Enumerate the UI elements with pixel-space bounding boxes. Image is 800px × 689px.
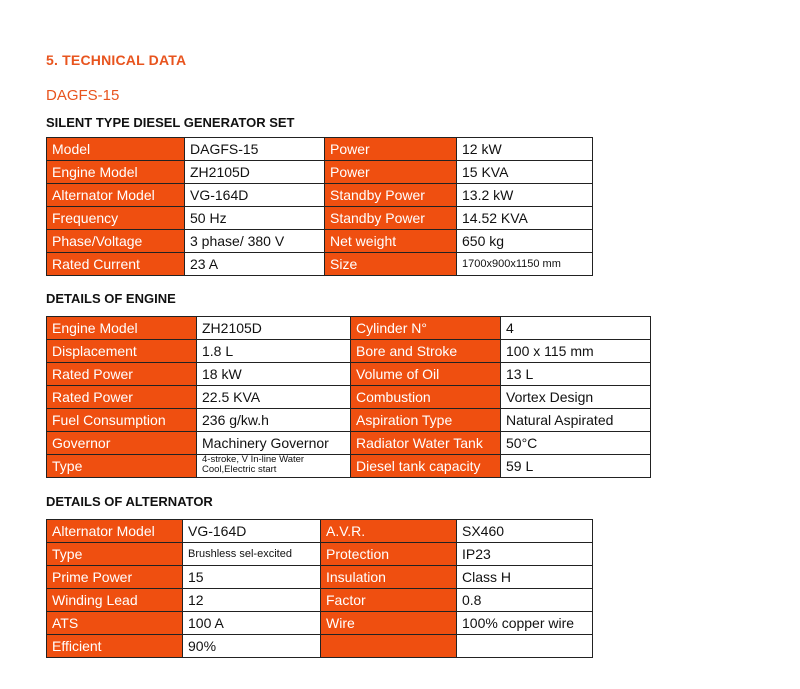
spec-value: 100 A [183,612,321,635]
spec-label: Efficient [47,635,183,658]
table-row [47,138,593,161]
spec-label: Radiator Water Tank [351,432,501,455]
spec-label: Model [47,138,185,161]
generator-heading: SILENT TYPE DIESEL GENERATOR SET [46,115,295,130]
table-row [47,455,651,478]
spec-value: DAGFS-15 [185,138,325,161]
spec-value: ZH2105D [185,161,325,184]
table-row [47,612,593,635]
spec-value: 100 x 115 mm [501,340,651,363]
spec-value: 12 kW [457,138,593,161]
spec-value: Natural Aspirated [501,409,651,432]
spec-label: Prime Power [47,566,183,589]
spec-value: 23 A [185,253,325,276]
spec-label: Type [47,455,197,478]
alternator-table [46,519,593,658]
spec-label: Standby Power [325,207,457,230]
engine-heading: DETAILS OF ENGINE [46,291,176,306]
spec-value: 236 g/kw.h [197,409,351,432]
table-row [47,184,593,207]
spec-value: 4-stroke, V In-line Water Cool,Electric start [197,455,351,478]
spec-value: 100% copper wire [457,612,593,635]
spec-value: 3 phase/ 380 V [185,230,325,253]
table-row [47,386,651,409]
spec-value: 13 L [501,363,651,386]
spec-label: Standby Power [325,184,457,207]
spec-label: Net weight [325,230,457,253]
spec-value: 22.5 KVA [197,386,351,409]
alternator-heading: DETAILS OF ALTERNATOR [46,494,213,509]
spec-label: Engine Model [47,317,197,340]
engine-table [46,316,651,478]
spec-label: Protection [321,543,457,566]
table-row [47,589,593,612]
spec-label: Winding Lead [47,589,183,612]
spec-value: Machinery Governor [197,432,351,455]
table-row [47,363,651,386]
spec-label: Cylinder N° [351,317,501,340]
table-row [47,317,651,340]
spec-label: Size [325,253,457,276]
spec-label: Bore and Stroke [351,340,501,363]
spec-label: Wire [321,612,457,635]
spec-label: Engine Model [47,161,185,184]
spec-value: 14.52 KVA [457,207,593,230]
spec-value: Vortex Design [501,386,651,409]
spec-label: Rated Power [47,386,197,409]
spec-label: Factor [321,589,457,612]
spec-value: 0.8 [457,589,593,612]
spec-value: IP23 [457,543,593,566]
spec-value: ZH2105D [197,317,351,340]
spec-value: 15 [183,566,321,589]
spec-label: Frequency [47,207,185,230]
spec-label: Rated Power [47,363,197,386]
spec-value: 18 kW [197,363,351,386]
spec-label: Volume of Oil [351,363,501,386]
table-row [47,161,593,184]
spec-label: A.V.R. [321,520,457,543]
spec-label: Combustion [351,386,501,409]
spec-value: 90% [183,635,321,658]
table-row [47,543,593,566]
table-row [47,340,651,363]
spec-label: Diesel tank capacity [351,455,501,478]
spec-label: Alternator Model [47,184,185,207]
spec-label: Rated Current [47,253,185,276]
spec-value-empty [457,635,593,658]
spec-label: Fuel Consumption [47,409,197,432]
spec-value: VG-164D [183,520,321,543]
spec-value: 1.8 L [197,340,351,363]
spec-value: 50°C [501,432,651,455]
spec-label: Insulation [321,566,457,589]
spec-value: 1700x900x1150 mm [457,253,593,276]
spec-value: VG-164D [185,184,325,207]
spec-value: 650 kg [457,230,593,253]
spec-value: 13.2 kW [457,184,593,207]
table-row [47,409,651,432]
spec-label: Governor [47,432,197,455]
spec-value: 4 [501,317,651,340]
table-row [47,520,593,543]
spec-label: ATS [47,612,183,635]
generator-table [46,137,593,276]
spec-label-empty [321,635,457,658]
spec-value: Brushless sel-excited [183,543,321,566]
table-row [47,230,593,253]
spec-value: Class H [457,566,593,589]
spec-value: SX460 [457,520,593,543]
spec-label: Power [325,138,457,161]
spec-value: 50 Hz [185,207,325,230]
table-row [47,566,593,589]
spec-value: 15 KVA [457,161,593,184]
table-row [47,635,593,658]
spec-label: Alternator Model [47,520,183,543]
spec-value: 12 [183,589,321,612]
model-title: DAGFS-15 [46,87,120,104]
spec-value: 59 L [501,455,651,478]
spec-label: Phase/Voltage [47,230,185,253]
spec-label: Displacement [47,340,197,363]
section-title: 5. TECHNICAL DATA [46,52,187,68]
table-row [47,207,593,230]
spec-label: Power [325,161,457,184]
table-row [47,432,651,455]
table-row [47,253,593,276]
spec-label: Aspiration Type [351,409,501,432]
spec-label: Type [47,543,183,566]
